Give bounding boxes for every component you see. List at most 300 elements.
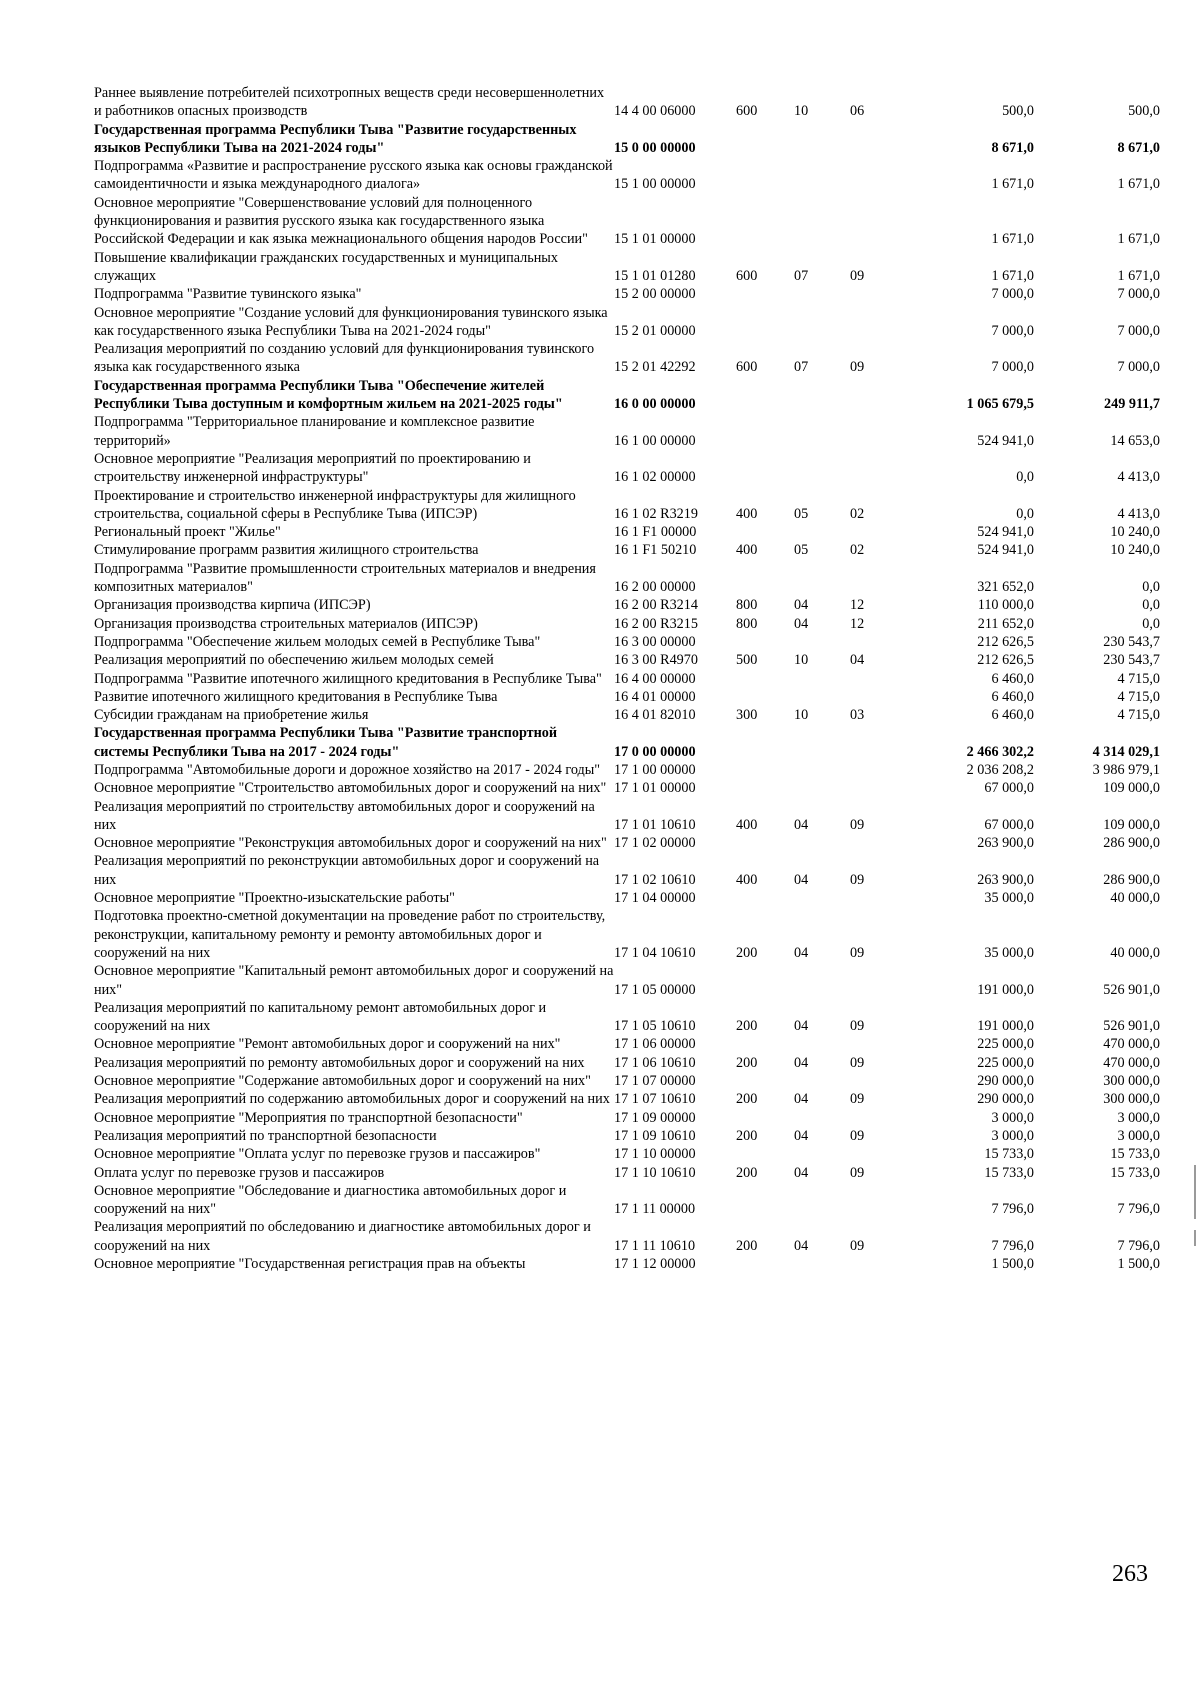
row-expense-type	[736, 377, 794, 414]
row-amount-year-1: 2 466 302,2	[966, 743, 1034, 760]
row-amount-year-1: 3 000,0	[991, 1109, 1034, 1126]
row-expense-type	[736, 560, 794, 597]
row-expense-type	[736, 285, 794, 303]
row-code: 17 1 09 10610	[614, 1127, 696, 1144]
row-amount-year-1: 290 000,0	[977, 1091, 1034, 1108]
table-row	[94, 615, 1160, 633]
table-row	[94, 779, 1160, 797]
row-expense-type	[736, 633, 794, 651]
row-amount-year-2: 7 000,0	[1117, 359, 1160, 376]
row-amount-year-2: 3 986 979,1	[1092, 761, 1160, 778]
row-name: Организация производства строительных материалов (ИПСЭР)	[94, 615, 478, 632]
row-amount-year-1: 211 652,0	[977, 615, 1034, 632]
table-row	[94, 724, 1160, 761]
table-row	[94, 560, 1160, 597]
row-amount-year-2: 3 000,0	[1117, 1127, 1160, 1144]
row-subsection	[850, 761, 906, 779]
row-name: Развитие ипотечного жилищного кредитования в Республике Тыва	[94, 688, 498, 705]
row-subsection: 09	[850, 1091, 865, 1108]
row-code: 17 1 00 00000	[614, 761, 696, 778]
row-section: 07	[794, 359, 809, 376]
row-section	[794, 889, 850, 907]
row-section	[794, 377, 850, 414]
row-section: 10	[794, 707, 809, 724]
row-expense-type: 200	[736, 1164, 758, 1181]
row-amount-year-2: 286 900,0	[1103, 835, 1160, 852]
table-row	[94, 1072, 1160, 1090]
row-code: 17 1 04 10610	[614, 944, 696, 961]
row-expense-type: 600	[736, 103, 758, 120]
row-amount-year-2: 15 733,0	[1110, 1146, 1160, 1163]
row-code: 17 1 05 10610	[614, 1018, 696, 1035]
table-row	[94, 523, 1160, 541]
row-subsection	[850, 670, 906, 688]
table-row	[94, 157, 1160, 194]
table-row	[94, 907, 1160, 962]
row-section: 10	[794, 652, 809, 669]
row-subsection	[850, 1255, 906, 1273]
row-amount-year-2: 4 715,0	[1117, 707, 1160, 724]
row-name: Подпрограмма "Автомобильные дороги и дорожное хозяйство на 2017 - 2024 годы"	[94, 761, 601, 778]
row-amount-year-2: 526 901,0	[1103, 981, 1160, 998]
table-row	[94, 541, 1160, 559]
row-expense-type	[736, 194, 794, 249]
row-amount-year-1: 225 000,0	[977, 1036, 1034, 1053]
row-subsection: 09	[850, 267, 865, 284]
row-amount-year-2: 7 000,0	[1117, 286, 1160, 303]
row-expense-type	[736, 688, 794, 706]
row-code: 17 1 05 00000	[614, 981, 696, 998]
row-name: Подпрограмма "Развитие промышленности строительных материалов и внедрения композитных материалов"	[94, 560, 596, 596]
row-section: 05	[794, 505, 809, 522]
row-expense-type	[736, 889, 794, 907]
row-subsection: 09	[850, 816, 865, 833]
row-section	[794, 1035, 850, 1053]
row-code: 17 1 01 10610	[614, 816, 696, 833]
row-subsection: 09	[850, 1054, 865, 1071]
row-subsection	[850, 1072, 906, 1090]
row-code: 16 2 00 R3215	[614, 615, 698, 632]
table-row	[94, 1164, 1160, 1182]
row-section: 04	[794, 871, 809, 888]
row-amount-year-2: 8 671,0	[1117, 139, 1160, 156]
row-section	[794, 1145, 850, 1163]
row-code: 17 1 12 00000	[614, 1256, 696, 1272]
row-code: 17 1 09 00000	[614, 1109, 696, 1126]
row-code: 16 1 02 00000	[614, 469, 696, 486]
row-subsection: 12	[850, 615, 865, 632]
row-name: Основное мероприятие "Оплата услуг по перевозке грузов и пассажиров"	[94, 1146, 541, 1163]
row-subsection: 09	[850, 1018, 865, 1035]
row-amount-year-1: 3 000,0	[991, 1127, 1034, 1144]
row-amount-year-2: 4 314 029,1	[1092, 743, 1160, 760]
table-row	[94, 1035, 1160, 1053]
row-amount-year-1: 321 652,0	[977, 579, 1034, 596]
row-code: 17 1 07 10610	[614, 1091, 696, 1108]
row-code: 15 1 01 01280	[614, 267, 696, 284]
row-section	[794, 633, 850, 651]
row-section: 05	[794, 542, 809, 559]
row-amount-year-1: 500,0	[1002, 103, 1034, 120]
row-section: 04	[794, 1091, 809, 1108]
row-amount-year-2: 109 000,0	[1103, 780, 1160, 797]
row-subsection	[850, 523, 906, 541]
row-amount-year-2: 4 715,0	[1117, 670, 1160, 687]
row-code: 15 1 01 00000	[614, 231, 696, 248]
row-expense-type	[736, 1035, 794, 1053]
table-row	[94, 999, 1160, 1036]
row-name: Раннее выявление потребителей психотропных веществ среди несовершеннолетних и работников опасных производств	[94, 85, 605, 120]
row-amount-year-1: 7 796,0	[991, 1237, 1034, 1254]
row-subsection: 02	[850, 542, 865, 559]
table-row	[94, 1218, 1160, 1255]
row-amount-year-2: 109 000,0	[1103, 816, 1160, 833]
row-section	[794, 121, 850, 158]
row-subsection	[850, 724, 906, 761]
row-name: Реализация мероприятий по содержанию автомобильных дорог и сооружений на них	[94, 1091, 610, 1108]
table-row	[94, 761, 1160, 779]
row-name: Государственная программа Республики Тыва "Развитие государственных языков Республики Тыва на 2021-2024 годы"	[94, 121, 577, 156]
row-code: 15 2 00 00000	[614, 286, 696, 303]
row-amount-year-1: 1 065 679,5	[966, 396, 1034, 413]
row-name: Основное мероприятие "Реализация мероприятий по проектированию и строительству инженерной инфраструктуры"	[94, 450, 531, 486]
row-name: Основное мероприятие "Строительство автомобильных дорог и сооружений на них"	[94, 780, 607, 797]
row-amount-year-1: 524 941,0	[977, 542, 1034, 559]
budget-table	[94, 84, 1160, 1273]
row-name: Реализация мероприятий по капитальному ремонт автомобильных дорог и сооружений на них	[94, 999, 547, 1035]
row-amount-year-1: 290 000,0	[977, 1073, 1034, 1090]
row-subsection	[850, 834, 906, 852]
row-section	[794, 304, 850, 341]
row-name: Региональный проект "Жилье"	[94, 524, 281, 541]
row-expense-type: 200	[736, 1054, 758, 1071]
row-subsection	[850, 779, 906, 797]
row-name: Субсидии гражданам на приобретение жилья	[94, 707, 369, 724]
row-expense-type	[736, 724, 794, 761]
row-amount-year-2: 526 901,0	[1103, 1018, 1160, 1035]
row-subsection	[850, 194, 906, 249]
row-amount-year-1: 6 460,0	[991, 707, 1034, 724]
row-expense-type: 200	[736, 1237, 758, 1254]
row-expense-type: 500	[736, 652, 758, 669]
row-subsection: 12	[850, 597, 865, 614]
row-code: 17 1 11 00000	[614, 1201, 696, 1218]
row-name: Основное мероприятие "Обследование и диагностика автомобильных дорог и сооружений на них"	[94, 1182, 567, 1218]
row-code: 17 1 01 00000	[614, 780, 696, 797]
row-code: 16 1 F1 50210	[614, 542, 697, 559]
row-section: 04	[794, 1164, 809, 1181]
row-subsection: 06	[850, 103, 865, 120]
row-section	[794, 962, 850, 999]
row-name: Основное мероприятие "Капитальный ремонт автомобильных дорог и сооружений на них"	[94, 963, 614, 998]
row-code: 17 1 10 10610	[614, 1164, 696, 1181]
row-amount-year-1: 8 671,0	[991, 139, 1034, 156]
row-subsection	[850, 1109, 906, 1127]
row-code: 17 1 06 10610	[614, 1054, 696, 1071]
budget-table-body	[94, 84, 1160, 1273]
row-name: Подпрограмма "Развитие ипотечного жилищного кредитования в Республике Тыва"	[94, 670, 602, 687]
table-row	[94, 1054, 1160, 1072]
row-amount-year-2: 15 733,0	[1110, 1164, 1160, 1181]
row-section	[794, 1182, 850, 1219]
row-expense-type: 200	[736, 1091, 758, 1108]
row-expense-type	[736, 121, 794, 158]
row-amount-year-1: 191 000,0	[977, 981, 1034, 998]
row-code: 16 1 F1 00000	[614, 524, 697, 541]
row-name: Реализация мероприятий по созданию условий для функционирования тувинского языка как государственного языка	[94, 341, 595, 376]
row-section	[794, 724, 850, 761]
row-section	[794, 670, 850, 688]
row-amount-year-1: 0,0	[1016, 505, 1034, 522]
row-amount-year-1: 1 671,0	[991, 231, 1034, 248]
row-name: Реализация мероприятий по ремонту автомобильных дорог и сооружений на них	[94, 1054, 585, 1071]
row-section: 04	[794, 1054, 809, 1071]
table-row	[94, 852, 1160, 889]
row-amount-year-2: 1 671,0	[1117, 231, 1160, 248]
row-amount-year-2: 286 900,0	[1103, 871, 1160, 888]
row-name: Основное мероприятие "Проектно-изыскательские работы"	[94, 890, 455, 907]
row-expense-type	[736, 1145, 794, 1163]
row-subsection: 09	[850, 1237, 865, 1254]
row-name: Реализация мероприятий по обеспечению жильем молодых семей	[94, 652, 494, 669]
row-amount-year-1: 110 000,0	[977, 597, 1034, 614]
row-amount-year-2: 470 000,0	[1103, 1036, 1160, 1053]
row-name: Подпрограмма "Обеспечение жильем молодых семей в Республике Тыва"	[94, 633, 541, 650]
row-name: Организация производства кирпича (ИПСЭР)	[94, 597, 371, 614]
row-subsection: 02	[850, 505, 865, 522]
row-code: 17 0 00 00000	[614, 743, 696, 760]
row-subsection	[850, 285, 906, 303]
row-amount-year-1: 6 460,0	[991, 670, 1034, 687]
row-amount-year-2: 10 240,0	[1110, 542, 1160, 559]
row-amount-year-2: 1 671,0	[1117, 176, 1160, 193]
row-section	[794, 413, 850, 450]
table-row	[94, 1182, 1160, 1219]
table-row	[94, 688, 1160, 706]
row-code: 16 1 00 00000	[614, 432, 696, 449]
row-code: 15 0 00 00000	[614, 139, 696, 156]
row-expense-type: 300	[736, 707, 758, 724]
row-section	[794, 1109, 850, 1127]
row-amount-year-1: 67 000,0	[984, 816, 1034, 833]
row-subsection	[850, 1035, 906, 1053]
scan-edge-mark	[1194, 1165, 1196, 1219]
row-name: Основное мероприятие "Содержание автомобильных дорог и сооружений на них"	[94, 1073, 591, 1090]
row-name: Подпрограмма "Развитие тувинского языка"	[94, 286, 362, 303]
row-name: Основное мероприятие "Создание условий для функционирования тувинского языка как государственного языка Республики Тыва на 2021-2024 годы"	[94, 304, 608, 339]
row-code: 16 3 00 R4970	[614, 652, 698, 669]
row-name: Основное мероприятие "Реконструкция автомобильных дорог и сооружений на них"	[94, 835, 607, 852]
row-section: 04	[794, 944, 809, 961]
row-amount-year-2: 230 543,7	[1103, 652, 1160, 669]
row-amount-year-1: 1 671,0	[991, 267, 1034, 284]
row-code: 15 1 00 00000	[614, 176, 696, 193]
row-amount-year-2: 7 796,0	[1117, 1201, 1160, 1218]
row-code: 17 1 02 10610	[614, 871, 696, 888]
row-expense-type	[736, 157, 794, 194]
scan-edge-mark	[1194, 1230, 1196, 1246]
row-subsection	[850, 1145, 906, 1163]
row-amount-year-2: 0,0	[1142, 615, 1160, 632]
row-section	[794, 779, 850, 797]
row-code: 16 0 00 00000	[614, 396, 696, 413]
row-amount-year-1: 67 000,0	[984, 780, 1034, 797]
row-code: 17 1 06 00000	[614, 1036, 696, 1053]
row-section: 04	[794, 615, 809, 632]
row-amount-year-1: 1 671,0	[991, 176, 1034, 193]
row-name: Основное мероприятие "Государственная регистрация прав на объекты	[94, 1256, 526, 1272]
row-section	[794, 834, 850, 852]
row-subsection: 09	[850, 1127, 865, 1144]
row-expense-type	[736, 1072, 794, 1090]
row-expense-type: 800	[736, 615, 758, 632]
row-amount-year-2: 10 240,0	[1110, 524, 1160, 541]
row-subsection	[850, 962, 906, 999]
row-name: Государственная программа Республики Тыва "Развитие транспортной системы Республики Тыва на 2017 - 2024 годы"	[94, 725, 558, 760]
row-expense-type: 400	[736, 816, 758, 833]
row-code: 17 1 11 10610	[614, 1237, 696, 1254]
row-name: Подготовка проектно-сметной документации на проведение работ по строительству, реконструкции, капитальному ремонту и ремонту автомобильных дорог и сооружений на них	[94, 908, 606, 961]
table-row	[94, 889, 1160, 907]
row-section	[794, 285, 850, 303]
row-amount-year-2: 40 000,0	[1110, 944, 1160, 961]
row-expense-type	[736, 834, 794, 852]
row-name: Оплата услуг по перевозке грузов и пассажиров	[94, 1164, 385, 1181]
table-row	[94, 285, 1160, 303]
row-name: Стимулирование программ развития жилищного строительства	[94, 542, 479, 559]
table-row	[94, 249, 1160, 286]
row-amount-year-1: 6 460,0	[991, 688, 1034, 705]
row-amount-year-1: 35 000,0	[984, 890, 1034, 907]
row-code: 14 4 00 06000	[614, 103, 696, 120]
row-amount-year-2: 249 911,7	[1104, 396, 1160, 413]
table-row	[94, 1145, 1160, 1163]
row-code: 17 1 04 00000	[614, 890, 696, 907]
table-row	[94, 84, 1160, 121]
row-subsection	[850, 121, 906, 158]
table-row	[94, 596, 1160, 614]
table-row	[94, 651, 1160, 669]
page-number: 263	[1112, 1561, 1148, 1587]
row-amount-year-1: 225 000,0	[977, 1054, 1034, 1071]
row-amount-year-2: 1 671,0	[1117, 267, 1160, 284]
row-code: 16 1 02 R3219	[614, 505, 698, 522]
row-expense-type	[736, 450, 794, 487]
table-row	[94, 1090, 1160, 1108]
row-subsection	[850, 413, 906, 450]
row-name: Реализация мероприятий по строительству автомобильных дорог и сооружений на них	[94, 798, 595, 833]
row-expense-type	[736, 523, 794, 541]
row-subsection: 03	[850, 707, 865, 724]
row-expense-type: 800	[736, 597, 758, 614]
row-amount-year-1: 7 000,0	[991, 286, 1034, 303]
row-code: 17 1 02 00000	[614, 835, 696, 852]
row-section: 04	[794, 1018, 809, 1035]
row-section	[794, 560, 850, 597]
row-amount-year-1: 7 000,0	[991, 359, 1034, 376]
table-row	[94, 834, 1160, 852]
row-expense-type: 200	[736, 944, 758, 961]
table-row	[94, 1255, 1160, 1273]
row-expense-type	[736, 670, 794, 688]
row-code: 15 2 01 42292	[614, 359, 696, 376]
row-expense-type	[736, 1182, 794, 1219]
row-name: Основное мероприятие "Мероприятия по транспортной безопасности"	[94, 1109, 523, 1126]
row-amount-year-2: 0,0	[1142, 579, 1160, 596]
row-section: 07	[794, 267, 809, 284]
row-section: 04	[794, 816, 809, 833]
row-section	[794, 1255, 850, 1273]
row-code: 17 1 10 00000	[614, 1146, 696, 1163]
row-code: 17 1 07 00000	[614, 1073, 696, 1090]
row-name: Повышение квалификации гражданских государственных и муниципальных служащих	[94, 249, 558, 284]
table-row	[94, 121, 1160, 158]
row-amount-year-2: 4 715,0	[1117, 688, 1160, 705]
row-subsection: 09	[850, 871, 865, 888]
row-section: 04	[794, 1237, 809, 1254]
row-section	[794, 523, 850, 541]
row-amount-year-2: 4 413,0	[1117, 505, 1160, 522]
row-amount-year-2: 40 000,0	[1110, 890, 1160, 907]
row-code: 16 4 00 00000	[614, 670, 696, 687]
table-row	[94, 194, 1160, 249]
row-expense-type	[736, 413, 794, 450]
row-amount-year-1: 15 733,0	[984, 1164, 1034, 1181]
row-section	[794, 157, 850, 194]
table-row	[94, 450, 1160, 487]
row-expense-type: 400	[736, 542, 758, 559]
row-amount-year-2: 470 000,0	[1103, 1054, 1160, 1071]
table-row	[94, 304, 1160, 341]
row-name: Реализация мероприятий по транспортной безопасности	[94, 1127, 437, 1144]
row-subsection	[850, 304, 906, 341]
row-expense-type	[736, 761, 794, 779]
row-subsection	[850, 889, 906, 907]
row-amount-year-1: 191 000,0	[977, 1018, 1034, 1035]
row-subsection: 04	[850, 652, 865, 669]
row-amount-year-1: 7 796,0	[991, 1201, 1034, 1218]
row-amount-year-1: 2 036 208,2	[966, 761, 1034, 778]
row-amount-year-2: 3 000,0	[1117, 1109, 1160, 1126]
table-row	[94, 487, 1160, 524]
row-subsection: 09	[850, 944, 865, 961]
table-row	[94, 413, 1160, 450]
row-section: 04	[794, 1127, 809, 1144]
row-expense-type	[736, 304, 794, 341]
row-code: 16 2 00 00000	[614, 579, 696, 596]
row-expense-type: 400	[736, 871, 758, 888]
table-row	[94, 798, 1160, 835]
row-expense-type	[736, 779, 794, 797]
row-subsection	[850, 560, 906, 597]
table-row	[94, 1127, 1160, 1145]
row-code: 16 2 00 R3214	[614, 597, 698, 614]
row-subsection	[850, 450, 906, 487]
table-row	[94, 340, 1160, 377]
row-amount-year-2: 300 000,0	[1103, 1073, 1160, 1090]
row-amount-year-1: 35 000,0	[984, 944, 1034, 961]
row-expense-type: 200	[736, 1018, 758, 1035]
row-section	[794, 1072, 850, 1090]
row-name: Реализация мероприятий по обследованию и диагностике автомобильных дорог и сооружений на них	[94, 1219, 591, 1254]
row-section: 10	[794, 103, 809, 120]
row-name: Подпрограмма «Развитие и распространение русского языка как основы гражданской самоидентичности и языка международного диалога»	[94, 158, 613, 193]
row-name: Реализация мероприятий по реконструкции автомобильных дорог и сооружений на них	[94, 853, 600, 888]
row-name: Подпрограмма "Территориальное планирование и комплексное развитие территорий»	[94, 414, 535, 449]
row-amount-year-2: 4 413,0	[1117, 469, 1160, 486]
table-row	[94, 962, 1160, 999]
row-section	[794, 761, 850, 779]
